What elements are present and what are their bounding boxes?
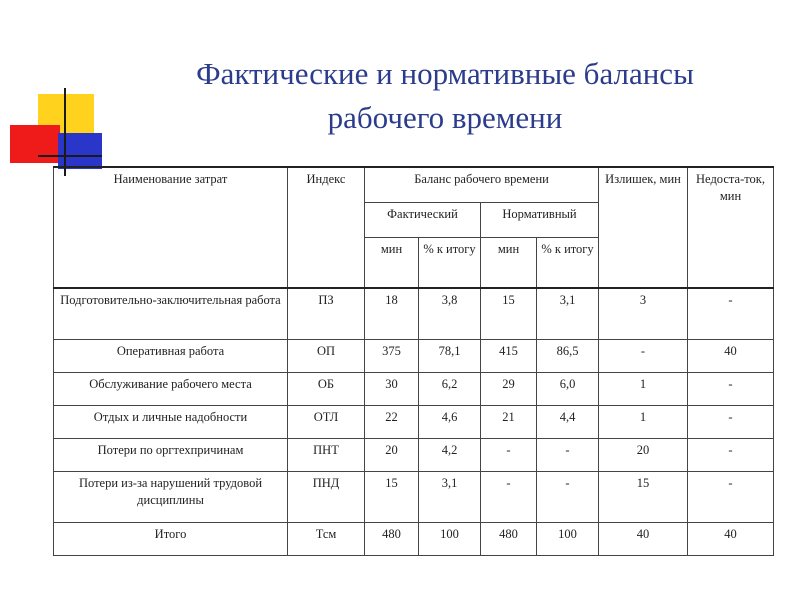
cell-norm-pct: - [537,439,599,472]
cell-name: Отдых и личные надобности [54,406,288,439]
cell-fact-min: 18 [365,288,419,340]
header-normative: Нормативный [481,203,599,238]
cell-excess: - [599,340,688,373]
cell-norm-min: - [481,472,537,523]
cell-deficit: - [688,288,774,340]
cell-norm-min: 415 [481,340,537,373]
header-excess: Излишек, мин [599,167,688,288]
cell-norm-pct: 100 [537,523,599,556]
cell-name: Подготовительно-заключительная работа [54,288,288,340]
cell-fact-min: 30 [365,373,419,406]
cell-norm-pct: 6,0 [537,373,599,406]
cell-deficit: 40 [688,523,774,556]
slide-title [100,52,790,140]
header-name: Наименование затрат [54,167,288,288]
table-row [54,288,774,340]
cell-index: ПЗ [288,288,365,340]
table-row [54,472,774,523]
title-line-2: рабочего времени [327,100,563,135]
table-row [54,439,774,472]
table-row [54,340,774,373]
header-index: Индекс [288,167,365,288]
cell-deficit: - [688,373,774,406]
cell-deficit: - [688,439,774,472]
cell-fact-min: 20 [365,439,419,472]
header-normative-pct: % к итогу [537,238,599,289]
cell-name: Оперативная работа [54,340,288,373]
cell-fact-pct: 78,1 [419,340,481,373]
cell-norm-min: 15 [481,288,537,340]
cell-name: Итого [54,523,288,556]
cell-index: ОБ [288,373,365,406]
header-actual: Фактический [365,203,481,238]
header-normative-min: мин [481,238,537,289]
cell-fact-min: 375 [365,340,419,373]
cell-index: Тсм [288,523,365,556]
title-line-1: Фактические и нормативные балансы [196,56,694,91]
cell-deficit: 40 [688,340,774,373]
cell-excess: 40 [599,523,688,556]
header-actual-pct: % к итогу [419,238,481,289]
cell-norm-pct: 4,4 [537,406,599,439]
cell-name: Потери по оргтехпричинам [54,439,288,472]
balance-table [53,166,774,556]
cell-fact-pct: 4,2 [419,439,481,472]
cell-fact-pct: 100 [419,523,481,556]
cell-excess: 1 [599,373,688,406]
cell-fact-pct: 3,8 [419,288,481,340]
cell-index: ОП [288,340,365,373]
cell-fact-min: 22 [365,406,419,439]
cell-excess: 15 [599,472,688,523]
decor-red-square [10,125,60,163]
table-row [54,406,774,439]
header-balance: Баланс рабочего времени [365,167,599,203]
cell-index: ПНТ [288,439,365,472]
table-row [54,373,774,406]
cell-deficit: - [688,406,774,439]
cell-norm-pct: 3,1 [537,288,599,340]
header-actual-min: мин [365,238,419,289]
cell-norm-min: - [481,439,537,472]
cell-index: ОТЛ [288,406,365,439]
cell-excess: 1 [599,406,688,439]
cell-norm-min: 29 [481,373,537,406]
cell-fact-pct: 3,1 [419,472,481,523]
header-deficit: Недоста-ток, мин [688,167,774,288]
cell-name: Потери из-за нарушений трудовой дисциплины [54,472,288,523]
decor-horizontal-line [38,155,102,157]
table-row-total [54,523,774,556]
cell-norm-min: 480 [481,523,537,556]
cell-excess: 20 [599,439,688,472]
decor-vertical-line [64,88,66,176]
cell-excess: 3 [599,288,688,340]
cell-name: Обслуживание рабочего места [54,373,288,406]
cell-deficit: - [688,472,774,523]
cell-index: ПНД [288,472,365,523]
cell-fact-min: 480 [365,523,419,556]
cell-fact-min: 15 [365,472,419,523]
cell-fact-pct: 6,2 [419,373,481,406]
cell-fact-pct: 4,6 [419,406,481,439]
cell-norm-pct: - [537,472,599,523]
cell-norm-pct: 86,5 [537,340,599,373]
cell-norm-min: 21 [481,406,537,439]
